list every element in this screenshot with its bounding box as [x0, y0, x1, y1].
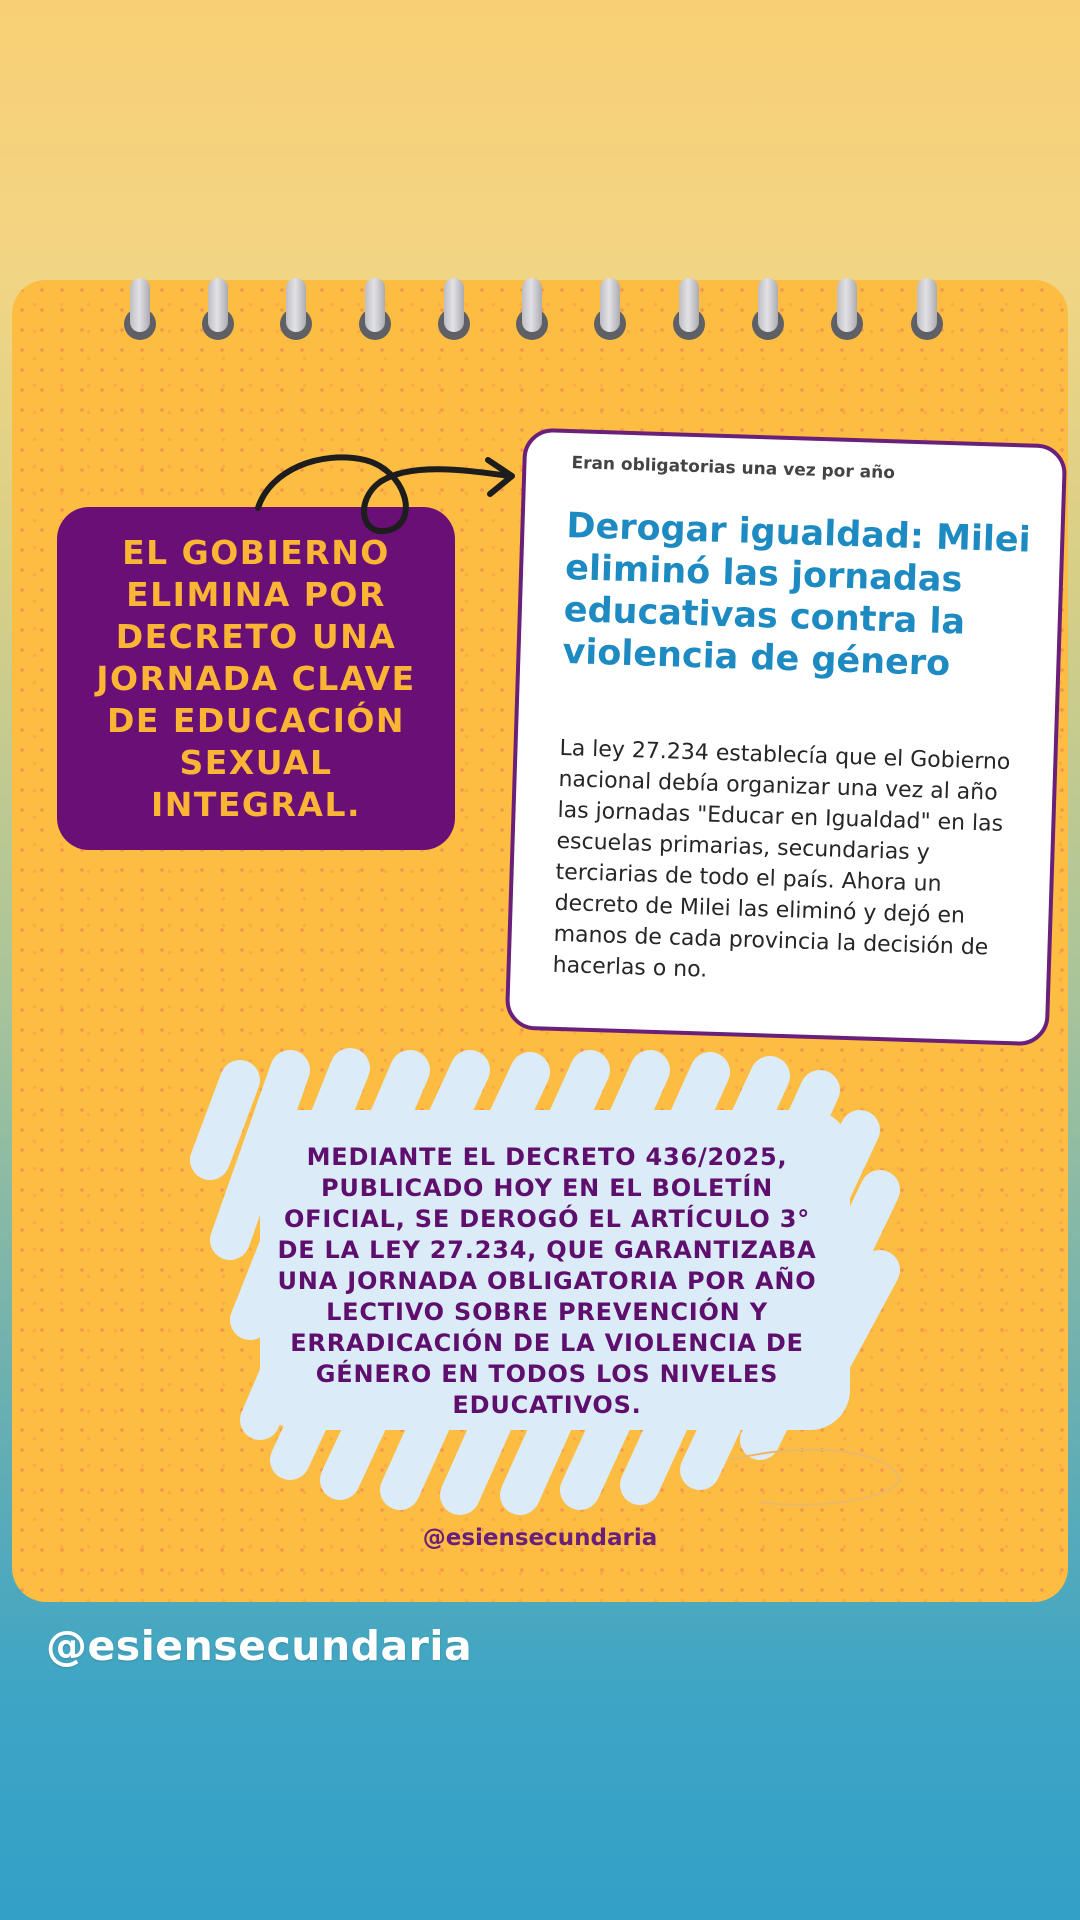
spiral-ring-icon	[204, 278, 232, 340]
spiral-ring-icon	[754, 278, 782, 340]
card-handle: @esiensecundaria	[422, 1525, 658, 1551]
spiral-ring-icon	[913, 278, 941, 340]
spiral-ring-icon	[361, 278, 389, 340]
story-mention-sticker[interactable]: @esiensecundaria	[46, 1622, 473, 1670]
spiral-ring-icon	[282, 278, 310, 340]
spiral-ring-icon	[126, 278, 154, 340]
news-excerpt-card	[505, 428, 1068, 1047]
spiral-ring-icon	[596, 278, 624, 340]
callout-box	[57, 507, 455, 850]
news-body: La ley 27.234 establecía que el Gobierno nacional debía organizar una vez al año las jornadas "Educar en Igualdad" en las escuelas primarias, secundarias y terciarias de todo el país. Ahora un decreto de Milei las eliminó y dejó en manos de cada provincia la decisión de hacerlas o no.	[552, 735, 1011, 983]
news-headline: Derogar igualdad: Milei eliminó las jornadas educativas contra la violencia de género	[561, 506, 1032, 685]
spiral-ring-icon	[518, 278, 546, 340]
callout-text: EL GOBIERNO ELIMINA POR DECRETO UNA JORNADA CLAVE DE EDUCACIÓN SEXUAL INTEGRAL.	[96, 532, 416, 824]
news-kicker: Eran obligatorias una vez por año	[571, 453, 896, 484]
spiral-ring-icon	[440, 278, 468, 340]
highlight-text: MEDIANTE EL DECRETO 436/2025, PUBLICADO HOY EN EL BOLETÍN OFICIAL, SE DEROGÓ EL ARTÍCULO 3° DE LA LEY 27.234, QUE GARANTIZABA UNA JORNADA OBLIGATORIA POR AÑO LECTIVO SOBRE PREVENCIÓN Y ERRADICACIÓN DE LA VIOLENCIA DE GÉNERO EN TODOS LOS NIVELES EDUCATIVOS.	[277, 1143, 817, 1419]
spiral-ring-icon	[833, 278, 861, 340]
curly-arrow-icon	[240, 430, 530, 550]
spiral-ring-icon	[675, 278, 703, 340]
